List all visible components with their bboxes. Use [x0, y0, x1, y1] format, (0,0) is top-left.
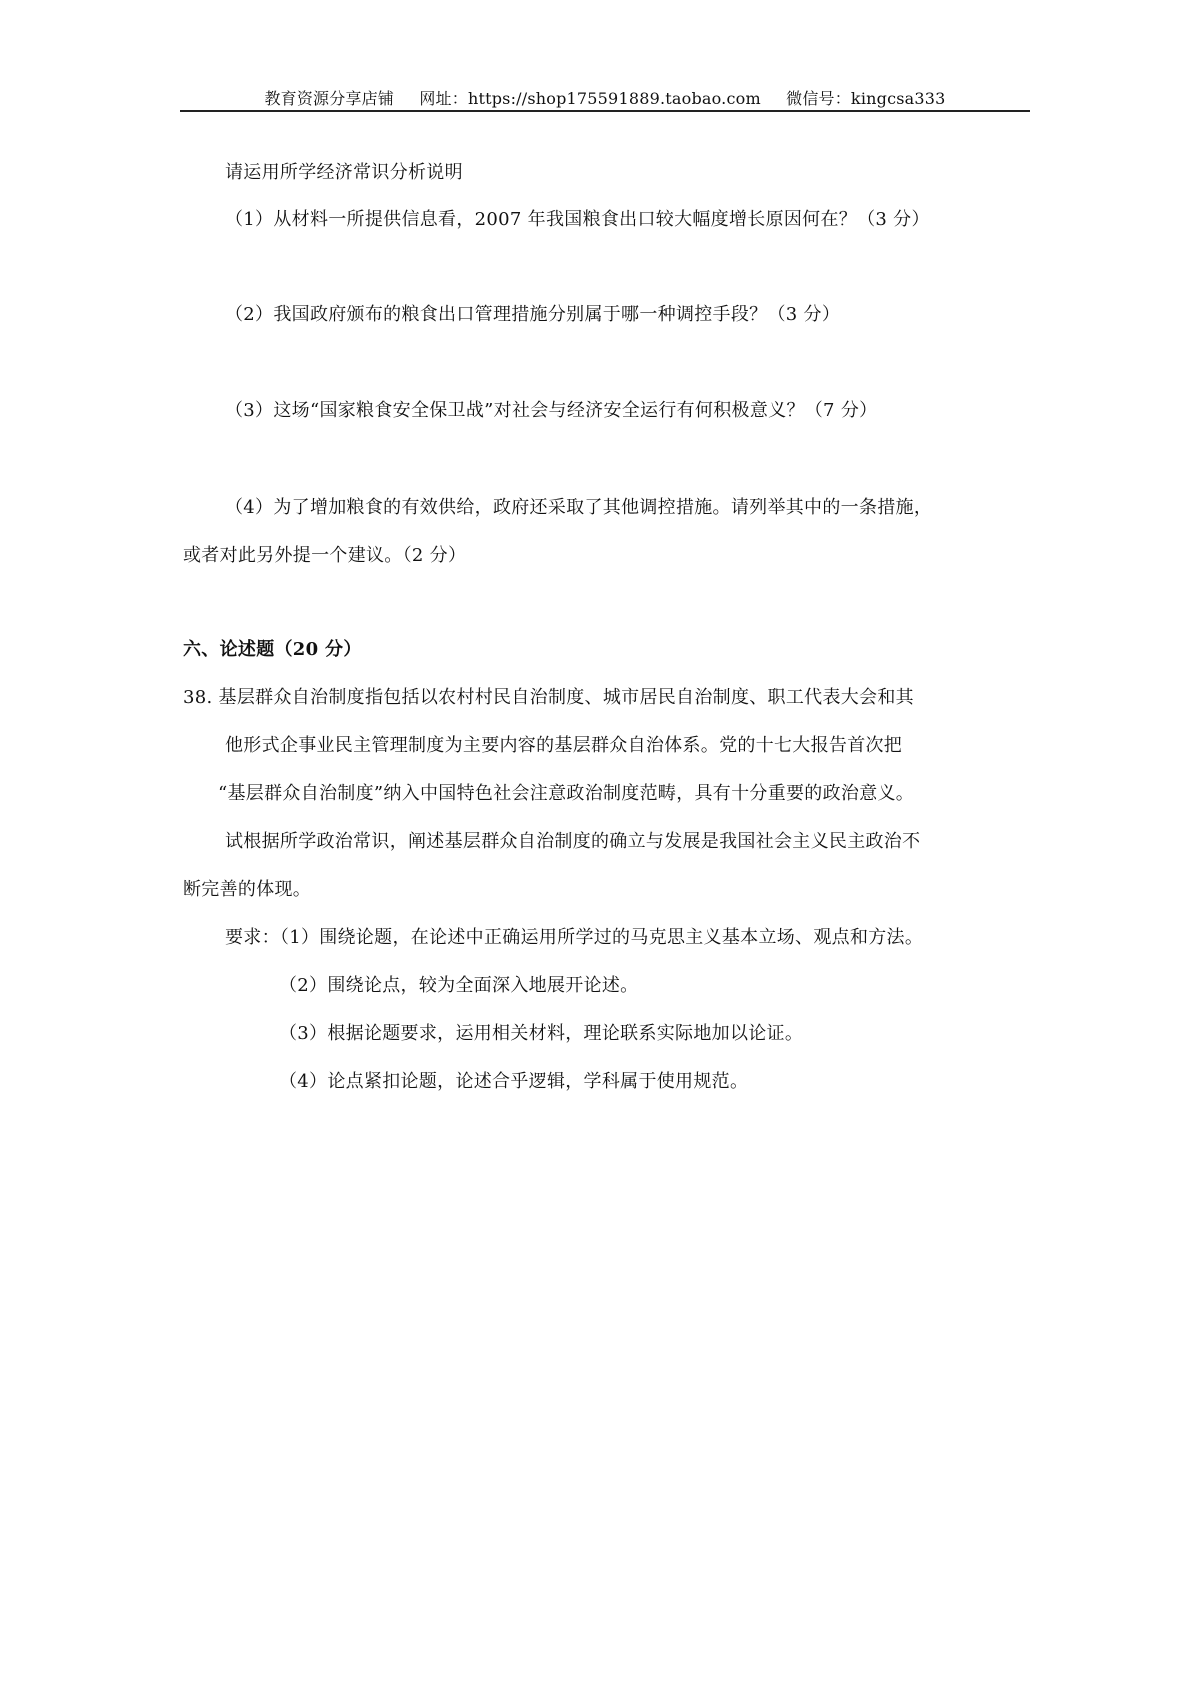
question-38-line-1: 38. 基层群众自治制度指包括以农村村民自治制度、城市居民自治制度、职工代表大会和其 — [183, 687, 914, 708]
question-4-line-2: 或者对此另外提一个建议。（2 分） — [183, 545, 467, 566]
header-rule — [180, 110, 1030, 112]
question-38-line-4: 试根据所学政治常识，阐述基层群众自治制度的确立与发展是我国社会主义民主政治不 — [225, 831, 921, 852]
requirement-4: （4）论点紧扣论题，论述合乎逻辑，学科属于使用规范。 — [279, 1071, 749, 1092]
header-shop-name: 教育资源分享店铺 — [264, 89, 395, 108]
section-6-heading: 六、论述题（20 分） — [183, 639, 362, 660]
requirement-3: （3）根据论题要求，运用相关材料，理论联系实际地加以论证。 — [279, 1023, 804, 1044]
requirement-2: （2）围绕论点，较为全面深入地展开论述。 — [279, 975, 639, 996]
question-1: （1）从材料一所提供信息看，2007 年我国粮食出口较大幅度增长原因何在？（3 分） — [225, 209, 930, 230]
intro-text: 请运用所学经济常识分析说明 — [225, 162, 463, 183]
question-3: （3）这场“国家粮食安全保卫战”对社会与经济安全运行有何积极意义？（7 分） — [225, 400, 878, 421]
question-4-line-1: （4）为了增加粮食的有效供给，政府还采取了其他调控措施。请列举其中的一条措施， — [225, 497, 933, 518]
question-38-line-2: 他形式企事业民主管理制度为主要内容的基层群众自治体系。党的十七大报告首次把 — [225, 735, 903, 756]
header-wechat: 微信号：kingcsa333 — [786, 89, 946, 108]
question-38-line-3: “基层群众自治制度”纳入中国特色社会注意政治制度范畴，具有十分重要的政治意义。 — [218, 783, 915, 804]
page-header — [180, 86, 1030, 109]
header-url: 网址：https://shop175591889.taobao.com — [419, 89, 761, 108]
question-2: （2）我国政府颁布的粮食出口管理措施分别属于哪一种调控手段？（3 分） — [225, 304, 841, 325]
requirement-1: 要求：（1）围绕论题，在论述中正确运用所学过的马克思主义基本立场、观点和方法。 — [225, 927, 924, 948]
question-38-line-5: 断完善的体现。 — [183, 879, 312, 900]
